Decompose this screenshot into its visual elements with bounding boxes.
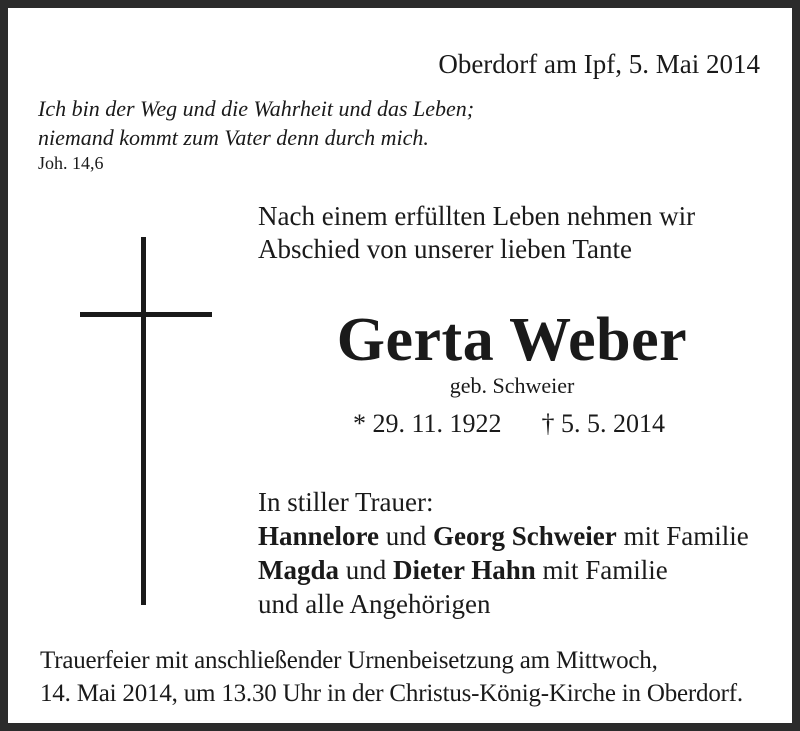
life-dates — [353, 408, 665, 440]
cross-vertical-bar — [141, 237, 146, 605]
verse-line: niemand kommt zum Vater denn durch mich. — [38, 125, 429, 150]
mourners-closing: und alle Angehörigen — [258, 589, 491, 619]
intro-text — [258, 200, 695, 266]
mourners-block — [258, 485, 749, 621]
mourner-suffix: mit Familie — [535, 555, 668, 585]
verse-reference: Joh. 14,6 — [38, 153, 104, 173]
intro-line: Nach einem erfüllten Leben nehmen wir — [258, 201, 696, 231]
mourners-line — [258, 519, 749, 553]
mourners-heading: In stiller Trauer: — [258, 487, 434, 517]
cross-icon — [80, 237, 212, 605]
birth-date: * 29. 11. 1922 — [353, 409, 502, 438]
mourner-joiner: und — [379, 521, 433, 551]
mourners-line — [258, 553, 749, 587]
intro-line: Abschied von unserer lieben Tante — [258, 234, 632, 264]
maiden-name: geb. Schweier — [449, 373, 575, 398]
deceased-name: Gerta Weber — [336, 306, 688, 374]
bible-verse — [38, 94, 474, 152]
cross-horizontal-bar — [80, 312, 212, 317]
mourner-name: Magda — [258, 555, 339, 585]
death-date: † 5. 5. 2014 — [541, 409, 666, 438]
place-date: Oberdorf am Ipf, 5. Mai 2014 — [438, 49, 760, 79]
mourner-suffix: mit Familie — [616, 521, 749, 551]
mourner-name: Georg Schweier — [433, 521, 617, 551]
mourner-name: Dieter Hahn — [393, 555, 536, 585]
notice-line: 14. Mai 2014, um 13.30 Uhr in der Christus-König-Kirche in Oberdorf. — [40, 680, 743, 707]
mourner-joiner: und — [339, 555, 393, 585]
mourner-name: Hannelore — [258, 521, 379, 551]
verse-line: Ich bin der Weg und die Wahrheit und das Leben; — [38, 96, 475, 121]
funeral-notice — [40, 644, 743, 710]
notice-line: Trauerfeier mit anschließender Urnenbeisetzung am Mittwoch, — [40, 647, 658, 674]
